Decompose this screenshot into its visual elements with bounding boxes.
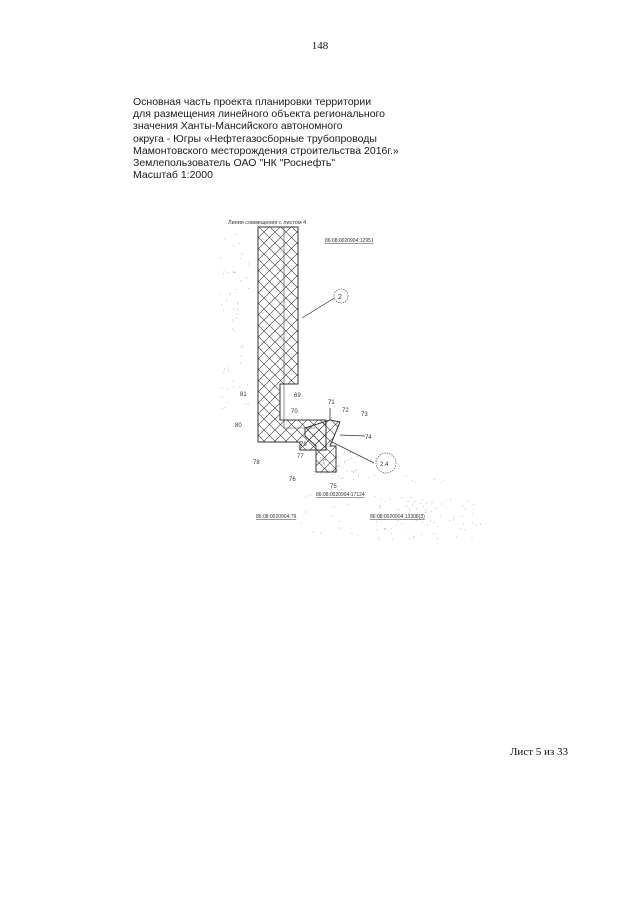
point-label: 76	[289, 477, 296, 483]
background-dot	[339, 521, 340, 522]
background-dot	[410, 497, 411, 498]
background-dot	[228, 368, 229, 369]
background-dot	[379, 539, 380, 540]
background-dot	[463, 524, 464, 525]
background-dot	[450, 499, 451, 500]
background-dot	[225, 239, 226, 240]
background-dot	[401, 523, 402, 524]
background-dot	[380, 505, 381, 506]
background-dot	[441, 504, 442, 505]
background-dot	[437, 538, 438, 539]
background-dot	[435, 508, 436, 509]
background-dot	[334, 506, 335, 507]
background-dot	[454, 517, 455, 518]
zone-callout-label: 2.4	[380, 462, 389, 468]
background-dot	[412, 504, 413, 505]
background-dot	[225, 407, 226, 408]
background-dot	[374, 475, 375, 476]
background-dot	[341, 478, 342, 479]
background-dot	[247, 384, 248, 385]
background-dot	[427, 524, 428, 525]
point-label: 77	[297, 454, 304, 460]
background-dot	[220, 294, 221, 295]
background-dot	[434, 522, 435, 523]
background-dot	[465, 529, 466, 530]
background-dot	[414, 537, 415, 538]
background-dot	[313, 471, 314, 472]
background-dot	[467, 501, 468, 502]
background-dot	[433, 534, 434, 535]
background-dot	[301, 522, 302, 523]
sheet-counter: Лист 5 из 33	[509, 746, 568, 758]
page-number: 148	[311, 40, 329, 52]
background-dot	[335, 473, 336, 474]
background-dot	[233, 387, 234, 388]
background-dot	[306, 497, 307, 498]
background-dot	[401, 497, 402, 498]
background-dot	[227, 272, 228, 273]
background-dot	[414, 501, 415, 502]
drawing-title: Линия совмещения с листом 4	[228, 220, 307, 226]
background-dot	[423, 506, 424, 507]
background-dot	[237, 314, 238, 315]
background-dot	[320, 473, 321, 474]
background-dot	[406, 476, 407, 477]
point-label: 71	[328, 400, 335, 406]
background-dot	[331, 516, 332, 517]
heading-line: Землепользователь ОАО "НК "Роснефть"	[133, 157, 336, 170]
background-dot	[338, 465, 339, 466]
parcel-label: 86:08:0020904:12951	[325, 238, 374, 244]
heading-line: значения Ханты-Мансийского автономного	[133, 120, 343, 133]
background-dot	[342, 477, 343, 478]
background-dot	[422, 500, 423, 501]
point-label: 74	[365, 435, 372, 441]
background-dot	[239, 243, 240, 244]
background-dot	[236, 234, 237, 235]
point-label: 69	[294, 393, 301, 399]
background-dot	[462, 516, 463, 517]
background-dot	[463, 506, 464, 507]
background-dot	[406, 506, 407, 507]
background-dot	[233, 321, 234, 322]
background-dot	[240, 258, 241, 259]
background-dot	[221, 304, 222, 305]
background-dot	[223, 273, 224, 274]
background-dot	[354, 462, 355, 463]
background-dot	[236, 289, 237, 290]
background-dot	[248, 264, 249, 265]
background-dot	[240, 280, 241, 281]
background-dot	[398, 509, 399, 510]
background-dot	[337, 470, 338, 471]
background-dot	[389, 499, 390, 500]
background-dot	[416, 520, 417, 521]
background-dot	[345, 461, 346, 462]
callout-leader	[332, 442, 374, 463]
background-dot	[358, 474, 359, 475]
background-dot	[233, 380, 234, 381]
background-dot	[233, 319, 234, 320]
background-dot	[344, 451, 345, 452]
background-dot	[347, 504, 348, 505]
background-dot	[232, 329, 233, 330]
background-dot	[357, 535, 358, 536]
document-heading	[133, 96, 453, 181]
heading-line: Мамонтовского месторождения строительства 2016г.»	[133, 144, 399, 157]
background-dot	[472, 537, 473, 538]
background-dot	[222, 388, 223, 389]
background-dot	[339, 528, 340, 529]
background-dot	[342, 467, 343, 468]
background-dot	[339, 466, 340, 467]
background-dot	[240, 346, 241, 347]
background-dot	[326, 473, 327, 474]
background-dot	[332, 478, 333, 479]
background-dot	[237, 303, 238, 304]
background-dot	[374, 496, 375, 497]
background-dot	[226, 300, 227, 301]
background-dot	[242, 253, 243, 254]
callout-leader	[302, 297, 336, 318]
background-dot	[472, 522, 473, 523]
background-dot	[412, 480, 413, 481]
background-dot	[229, 294, 230, 295]
background-dot	[432, 502, 433, 503]
scale-line: Масштаб 1:2000	[133, 169, 213, 182]
background-dot	[228, 402, 229, 403]
background-dot	[443, 480, 444, 481]
background-dot	[437, 526, 438, 527]
background-dot	[347, 471, 348, 472]
background-dot	[224, 270, 225, 271]
background-dot	[460, 528, 461, 529]
background-dot	[425, 510, 426, 511]
heading-line: Основная часть проекта планировки территории	[133, 96, 372, 108]
background-dot	[472, 513, 473, 514]
background-dot	[338, 457, 339, 458]
background-dot	[233, 309, 234, 310]
background-dot	[310, 494, 311, 495]
background-dot	[420, 503, 421, 504]
background-dot	[356, 470, 357, 471]
background-dot	[332, 474, 333, 475]
background-dot	[246, 277, 247, 278]
background-dot	[248, 404, 249, 405]
background-dot	[408, 501, 409, 502]
background-dot	[242, 347, 243, 348]
point-label: 81	[240, 392, 247, 398]
point-label: 70	[291, 409, 298, 415]
background-dot	[440, 515, 441, 516]
background-dot	[434, 479, 435, 480]
background-dot	[223, 372, 224, 373]
background-dot	[409, 509, 410, 510]
background-dot	[358, 499, 359, 500]
background-dot	[337, 466, 338, 467]
background-dot	[238, 302, 239, 303]
heading-line: округа - Югры «Нефтегазосборные трубопроводы	[133, 132, 377, 145]
background-dot	[223, 310, 224, 311]
background-dot	[377, 529, 378, 530]
background-dot	[385, 528, 386, 529]
background-dot	[480, 524, 481, 525]
background-dot	[416, 508, 417, 509]
background-dot	[235, 272, 236, 273]
background-dot	[228, 370, 229, 371]
background-dot	[224, 369, 225, 370]
background-dot	[239, 386, 240, 387]
background-dot	[431, 511, 432, 512]
background-dot	[227, 389, 228, 390]
background-dot	[222, 396, 223, 397]
background-dot	[320, 532, 321, 533]
background-dot	[353, 479, 354, 480]
point-label: 72	[342, 408, 349, 414]
background-dot	[353, 471, 354, 472]
background-dot	[465, 508, 466, 509]
background-dot	[230, 293, 231, 294]
background-dot	[450, 520, 451, 521]
background-dot	[245, 404, 246, 405]
background-dot	[409, 539, 410, 540]
background-dot	[338, 476, 339, 477]
point-label: 75	[330, 484, 337, 490]
background-dot	[475, 524, 476, 525]
background-dot	[234, 330, 235, 331]
background-dot	[425, 512, 426, 513]
background-dot	[454, 519, 455, 520]
background-dot	[408, 528, 409, 529]
background-dot	[350, 452, 351, 453]
background-dot	[384, 473, 385, 474]
background-dot	[421, 534, 422, 535]
background-dot	[234, 272, 235, 273]
background-dot	[413, 536, 414, 537]
background-dot	[305, 512, 306, 513]
background-dot	[385, 501, 386, 502]
background-dot	[396, 525, 397, 526]
background-dot	[473, 504, 474, 505]
parcel-label: 86:08:0020904:17124	[316, 492, 365, 498]
background-dot	[237, 309, 238, 310]
background-dot	[456, 537, 457, 538]
background-dot	[381, 499, 382, 500]
point-label: 78	[253, 460, 260, 466]
background-dot	[368, 477, 369, 478]
background-dot	[357, 456, 358, 457]
background-dot	[392, 539, 393, 540]
background-dot	[422, 522, 423, 523]
background-dot	[313, 531, 314, 532]
background-dot	[343, 454, 344, 455]
background-dot	[415, 481, 416, 482]
background-dot	[220, 257, 221, 258]
point-label: 79	[300, 442, 307, 448]
background-dot	[241, 355, 242, 356]
background-dot	[314, 474, 315, 475]
background-dot	[337, 471, 338, 472]
background-dot	[236, 317, 237, 318]
zone-callout-label: 2	[338, 294, 342, 301]
parcel-label: 86:08:0020904:79	[256, 514, 297, 520]
background-dot	[351, 533, 352, 534]
background-dot	[308, 495, 309, 496]
background-dot	[397, 520, 398, 521]
background-dot	[353, 472, 354, 473]
background-dot	[233, 246, 234, 247]
background-dot	[358, 476, 359, 477]
background-dot	[379, 508, 380, 509]
point-label: 73	[361, 412, 368, 418]
background-dot	[430, 521, 431, 522]
point-label: 80	[235, 423, 242, 429]
site-plan-drawing	[220, 210, 490, 555]
site-plan-svg	[220, 210, 490, 550]
background-dot	[377, 537, 378, 538]
background-dot	[240, 362, 241, 363]
parcel-label: 86:08:0020904:13308(3)	[370, 514, 425, 520]
background-dot	[376, 521, 377, 522]
background-dot	[222, 408, 223, 409]
background-dot	[391, 533, 392, 534]
background-dot	[349, 459, 350, 460]
corridor-strip	[258, 227, 326, 450]
heading-line: для размещения линейного объекта регионального	[133, 108, 385, 121]
callout-leader	[340, 435, 365, 436]
background-dot	[441, 482, 442, 483]
background-dot	[351, 470, 352, 471]
background-dot	[351, 457, 352, 458]
background-dot	[391, 528, 392, 529]
background-dot	[426, 503, 427, 504]
background-dot	[242, 345, 243, 346]
background-dot	[248, 288, 249, 289]
background-dot	[344, 462, 345, 463]
